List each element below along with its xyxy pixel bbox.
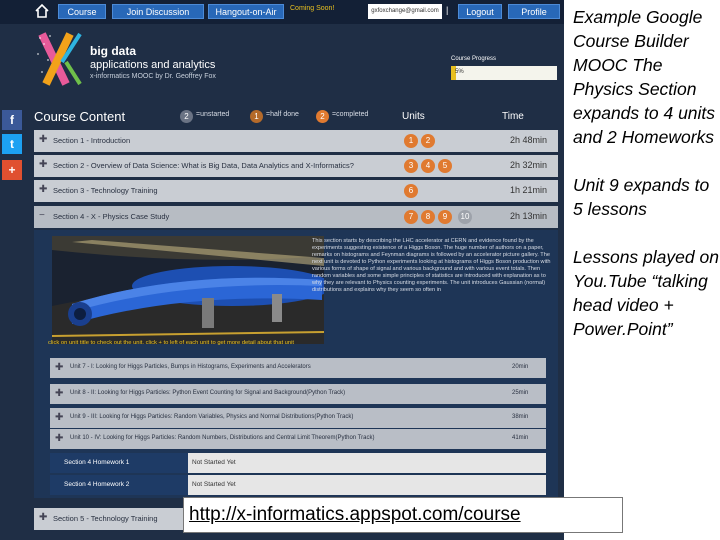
homework-status: Not Started Yet <box>188 453 546 473</box>
note-lessons: Lessons played on You.Tube “talking head video + Power.Point” <box>573 247 719 339</box>
unit-row[interactable] <box>50 358 546 378</box>
unit-title[interactable]: Unit 7 - I: Looking for Higgs Particles, Bumps in Histograms, Experiments and Accelerators <box>70 364 311 370</box>
unit-time: 38min <box>512 414 529 420</box>
unit-badge[interactable]: 9 <box>438 210 452 224</box>
course-progress-bar <box>451 66 557 80</box>
coming-soon-text: Coming Soon! <box>290 5 335 12</box>
unit-badge[interactable]: 7 <box>404 210 418 224</box>
banner-title: big data <box>90 44 137 58</box>
homework-name[interactable]: Section 4 Homework 2 <box>50 475 188 495</box>
nav-separator: | <box>446 5 449 15</box>
section-title[interactable]: Section 4 - X - Physics Case Study <box>53 212 170 221</box>
unit-time: 41min <box>512 435 529 441</box>
expand-plus-icon[interactable]: ✚ <box>39 159 48 170</box>
unit-badge[interactable]: 4 <box>421 159 435 173</box>
slide-notes <box>573 5 719 365</box>
course-progress-value: 5% <box>455 69 464 75</box>
collapse-minus-icon[interactable]: − <box>39 210 45 221</box>
unit-badge[interactable]: 3 <box>404 159 418 173</box>
join-discussion-button[interactable]: Join Discussion <box>112 4 204 19</box>
course-content-title: Course Content <box>34 109 126 124</box>
course-progress-label: Course Progress <box>451 56 497 62</box>
unit-badge[interactable]: 8 <box>421 210 435 224</box>
unit-badge[interactable]: 5 <box>438 159 452 173</box>
legend-half-done-badge: 1 <box>250 110 263 123</box>
accelerator-tunnel-image-icon <box>52 236 324 344</box>
lhc-accelerator-photo <box>52 236 324 344</box>
time-column-header: Time <box>502 111 524 122</box>
expand-plus-icon[interactable]: ✚ <box>39 134 48 145</box>
section-title[interactable]: Section 3 - Technology Training <box>53 186 158 195</box>
unit-time: 20min <box>512 364 529 370</box>
homework-name[interactable]: Section 4 Homework 1 <box>50 453 188 473</box>
unit-badge[interactable]: 6 <box>404 184 418 198</box>
expand-plus-icon[interactable]: ✚ <box>55 388 64 399</box>
hangout-on-air-button[interactable]: Hangout-on-Air <box>208 4 284 19</box>
course-nav-button[interactable]: Course <box>58 4 106 19</box>
section-title[interactable]: Section 5 - Technology Training <box>53 514 158 523</box>
unit-title[interactable]: Unit 9 - III: Looking for Higgs Particles: Random Variables, Physics and Normal Distributions(Python Track) <box>70 414 354 420</box>
section-title[interactable]: Section 2 - Overview of Data Science: What is Big Data, Data Analytics and X-Informatics? <box>53 161 354 170</box>
section-row[interactable] <box>34 180 558 202</box>
logout-button[interactable]: Logout <box>458 4 502 19</box>
section-row[interactable] <box>34 155 558 177</box>
unit-badge[interactable]: 10 <box>458 210 472 224</box>
section-expanded-panel <box>34 230 558 498</box>
section-time: 2h 32min <box>510 160 548 170</box>
twitter-share-icon[interactable]: t <box>2 134 22 154</box>
legend-half-done-label: =half done <box>266 111 299 118</box>
share-plus-icon[interactable]: + <box>2 160 22 180</box>
unit-title[interactable]: Unit 8 - II: Looking for Higgs Particles: Python Event Counting for Signal and Background(Python Track) <box>70 390 346 396</box>
expand-plus-icon[interactable]: ✚ <box>39 184 48 195</box>
course-content-header <box>34 108 558 128</box>
homework-row[interactable] <box>50 475 546 495</box>
units-column-header: Units <box>402 111 425 122</box>
expand-plus-icon[interactable]: ✚ <box>55 412 64 423</box>
section-row[interactable] <box>34 130 558 152</box>
course-url-link[interactable]: http://x-informatics.appspot.com/course <box>189 504 521 525</box>
unit-row[interactable] <box>50 429 546 449</box>
user-email: gxfoxchange@gmail.com <box>368 4 442 19</box>
expand-plus-icon[interactable]: ✚ <box>55 362 64 373</box>
unit-row[interactable] <box>50 384 546 404</box>
note-physics-section: Example Google Course Builder MOOC The Physics Section expands to 4 units and 2 Homeworks <box>573 7 716 147</box>
banner-subtitle: applications and analytics <box>90 59 216 71</box>
unit-click-hint: click on unit title to check out the unit. click + to left of each unit to get more detail about that unit <box>48 340 295 346</box>
profile-button[interactable]: Profile <box>508 4 560 19</box>
legend-completed-badge: 2 <box>316 110 329 123</box>
note-unit-9: Unit 9 expands to 5 lessons <box>573 175 710 219</box>
section-title[interactable]: Section 1 - Introduction <box>53 136 131 145</box>
section-description: This section starts by describing the LHC accelerator at CERN and evidence found by the experiments suggesting existence of a Higgs Boson. The huge number of authors on a paper, remarks on histograms and Feynman diagrams is followed by an accelerator picture gallery. The next unit is devoted to Python experiments looking at histograms of Higgs Boson production with various forms of shape of signal and various background and with various event totals. Then random variables and some simple principles of statistics are introduced with explanation as to why they are relevant to Physics counting experiments. The unit introduces Gaussian (normal) distributions and explains why they seem so often in <box>312 238 551 293</box>
homework-status: Not Started Yet <box>188 475 546 495</box>
homework-row[interactable] <box>50 453 546 473</box>
section-time: 1h 21min <box>510 185 548 195</box>
unit-badge[interactable]: 2 <box>421 134 435 148</box>
section-time: 2h 13min <box>510 211 548 221</box>
course-banner <box>30 28 564 86</box>
expand-plus-icon[interactable]: ✚ <box>39 512 48 523</box>
top-navigation-bar <box>0 0 564 24</box>
section-time: 2h 48min <box>510 135 548 145</box>
course-url-caption <box>183 497 623 533</box>
legend-unstarted-badge: 2 <box>180 110 193 123</box>
section-row-expanded[interactable] <box>34 206 558 228</box>
banner-byline: x-informatics MOOC by Dr. Geoffrey Fox <box>90 73 216 80</box>
unit-row[interactable] <box>50 408 546 428</box>
facebook-share-icon[interactable]: f <box>2 110 22 130</box>
home-icon[interactable] <box>34 3 50 19</box>
unit-title[interactable]: Unit 10 - IV: Looking for Higgs Particles: Random Numbers, Distributions and Central Limit Theorem(Python Track) <box>70 435 375 441</box>
expand-plus-icon[interactable]: ✚ <box>55 433 64 444</box>
legend-completed-label: =completed <box>332 111 369 118</box>
unit-time: 25min <box>512 390 529 396</box>
unit-badge[interactable]: 1 <box>404 134 418 148</box>
legend-unstarted-label: =unstarted <box>196 111 230 118</box>
